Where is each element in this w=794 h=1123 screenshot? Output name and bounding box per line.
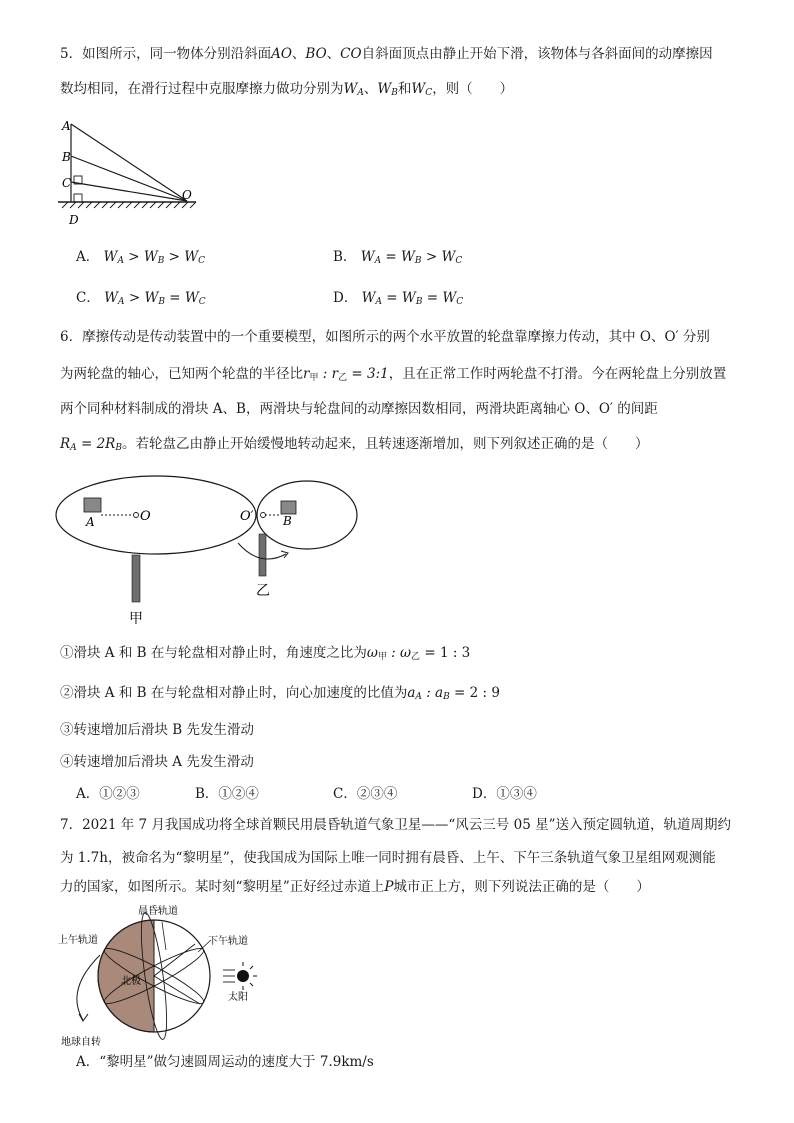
option-key: A． bbox=[76, 249, 100, 265]
w-b: WB bbox=[377, 81, 398, 98]
q6-option-c[interactable]: C．②③④ bbox=[333, 786, 398, 802]
label-earth-rotation: 地球自转 bbox=[61, 1037, 101, 1048]
q6-line-4 bbox=[60, 434, 648, 458]
q6-option-d[interactable]: D．①③④ bbox=[472, 786, 537, 802]
segment-co: CO bbox=[340, 46, 362, 62]
statement-text: ①滑块 A 和 B 在与轮盘相对静止时，角速度之比为 bbox=[60, 645, 367, 661]
label-o: O bbox=[140, 509, 151, 524]
ratio-value: 1 : 3 bbox=[439, 645, 471, 661]
q7-text: 城市正上方，则下列说法正确的是（ ） bbox=[393, 879, 650, 895]
q6-statement-3 bbox=[60, 720, 254, 740]
distance-relation: RA = 2RB bbox=[60, 436, 122, 453]
incline-co bbox=[71, 182, 187, 201]
q5-text: 5．如图所示，同一物体分别沿斜面 bbox=[60, 46, 272, 62]
shaft-yi bbox=[259, 534, 266, 576]
rotation-arrow bbox=[77, 955, 100, 1020]
sun-rays bbox=[223, 970, 235, 982]
label-c: C bbox=[62, 176, 72, 190]
label-morning-orbit: 上午轨道 bbox=[58, 935, 98, 946]
q7-orbit-figure bbox=[55, 900, 275, 1050]
label-o-prime: O′ bbox=[240, 509, 254, 524]
q6-text: 两个同种材料制成的滑块 A、B，两滑块与轮盘间的动摩擦因数相同，两滑块距离轴心 O、O′ 的间距 bbox=[60, 401, 658, 417]
q5-option-c[interactable] bbox=[76, 288, 206, 312]
q6-line-1 bbox=[60, 327, 710, 347]
statement-text: ②滑块 A 和 B 在与轮盘相对静止时，向心加速度的比值为 bbox=[60, 685, 408, 701]
accel-ratio: aA : aB = 2 : 9 bbox=[407, 685, 500, 702]
label-yi: 乙 bbox=[256, 583, 270, 599]
q7-line-3 bbox=[60, 877, 650, 897]
q7-text: 为 1.7h，被命名为“黎明星”，使我国成为国际上唯一同时拥有晨昏、上午、下午三条轨道气象卫星组网观测能 bbox=[60, 850, 716, 866]
ground-hatch bbox=[62, 202, 196, 208]
q6-text: ，且在正常工作时两轮盘不打滑。今在两轮盘上分别放置 bbox=[388, 366, 727, 382]
q7-text: 力的国家，如图所示。某时刻“黎明星”正好经过赤道上 bbox=[60, 879, 385, 895]
omega-ratio: $\omega_甲$ : $\omega_乙 = 1$ : 3 bbox=[366, 645, 471, 662]
q6-statement-4 bbox=[60, 752, 254, 772]
q6-statement-1 bbox=[60, 643, 470, 667]
label-b: B bbox=[62, 150, 71, 164]
option-expr: WA = WB = WC bbox=[361, 290, 464, 307]
orbit-radial bbox=[154, 944, 200, 1004]
label-o: O bbox=[182, 188, 192, 202]
w-c: WC bbox=[411, 81, 433, 98]
separator: 、 bbox=[291, 46, 306, 62]
label-jia: 甲 bbox=[129, 611, 143, 627]
ratio-value: 2 : 9 bbox=[469, 685, 500, 701]
q6-text: 为两轮盘的轴心，已知两个轮盘的半径比 bbox=[60, 366, 303, 382]
w-a: WA bbox=[343, 81, 364, 98]
and-text: 和 bbox=[397, 81, 412, 97]
option-key: D． bbox=[333, 290, 358, 306]
q5-option-d[interactable] bbox=[333, 288, 463, 312]
slider-b bbox=[281, 501, 296, 514]
q5-text: 数均相同，在滑行过程中克服摩擦力做功分别为 bbox=[60, 81, 344, 97]
segment-bo: BO bbox=[305, 46, 327, 62]
option-expr: WA > WB = WC bbox=[104, 290, 206, 307]
statement-text: ④转速增加后滑块 A 先发生滑动 bbox=[60, 754, 254, 770]
axis-o-prime bbox=[261, 513, 266, 518]
label-a: A bbox=[62, 119, 71, 133]
q6-text: 。若轮盘乙由静止开始缓慢地转动起来，且转速逐渐增加，则下列叙述正确的是（ ） bbox=[121, 436, 649, 452]
q6-friction-drive-figure bbox=[50, 468, 370, 628]
q5-option-a[interactable] bbox=[76, 247, 205, 271]
q5-incline-figure bbox=[50, 112, 210, 232]
option-expr: WA = WB > WC bbox=[360, 249, 463, 266]
block-square bbox=[74, 194, 82, 202]
label-afternoon-orbit: 下午轨道 bbox=[208, 936, 248, 947]
shaft-jia bbox=[132, 555, 140, 602]
q6-option-a[interactable]: A．①②③ bbox=[76, 786, 140, 802]
q7-line-2 bbox=[60, 848, 716, 868]
q6-statement-2 bbox=[60, 683, 500, 707]
q6-option-b[interactable]: B．①②④ bbox=[195, 786, 259, 802]
option-key: B． bbox=[333, 249, 357, 265]
statement-text: ③转速增加后滑块 B 先发生滑动 bbox=[60, 722, 255, 738]
q7-line-1 bbox=[60, 815, 731, 835]
separator: 、 bbox=[326, 46, 341, 62]
radius-ratio: $r_甲$ : $r_乙$ = 3:1 bbox=[303, 366, 389, 383]
q7-text: 7．2021 年 7 月我国成功将全球首颗民用晨昏轨道气象卫星——“风云三号 05 星”送入预定圆轨道，轨道周期约 bbox=[60, 817, 731, 833]
q5-option-b[interactable] bbox=[333, 247, 462, 271]
disk-yi bbox=[257, 481, 357, 549]
slider-a bbox=[84, 498, 101, 512]
segment-ao: AO bbox=[271, 46, 292, 62]
q6-text: 6．摩擦传动是传动装置中的一个重要模型，如图所示的两个水平放置的轮盘靠摩擦力传动，其中 O、O′ 分别 bbox=[60, 329, 710, 345]
q6-line-2 bbox=[60, 364, 726, 388]
label-b: B bbox=[283, 514, 292, 528]
label-sun: 太阳 bbox=[228, 992, 248, 1003]
sun-icon bbox=[237, 970, 249, 982]
axis-o bbox=[134, 513, 139, 518]
label-dawn-dusk-orbit: 晨昏轨道 bbox=[138, 906, 178, 917]
q5-line-2: 数均相同，在滑行过程中克服摩擦力做功分别为WA、WB和WC，则（ ） bbox=[60, 81, 514, 98]
q5-text: ，则（ ） bbox=[432, 81, 514, 97]
q5-text: 自斜面顶点由静止开始下滑，该物体与各斜面间的动摩擦因 bbox=[361, 46, 713, 62]
q6-line-3 bbox=[60, 399, 658, 419]
option-expr: WA > WB > WC bbox=[103, 249, 206, 266]
label-a: A bbox=[86, 515, 95, 529]
q7-option-a[interactable]: A．“黎明星”做匀速圆周运动的速度大于 7.9km/s bbox=[76, 1054, 374, 1070]
city-p: P bbox=[384, 879, 394, 895]
label-d: D bbox=[69, 213, 79, 227]
leader-line bbox=[162, 922, 166, 950]
label-north-pole: 北极 bbox=[121, 976, 141, 987]
q5-line-1 bbox=[60, 44, 713, 64]
option-key: C． bbox=[76, 290, 100, 306]
